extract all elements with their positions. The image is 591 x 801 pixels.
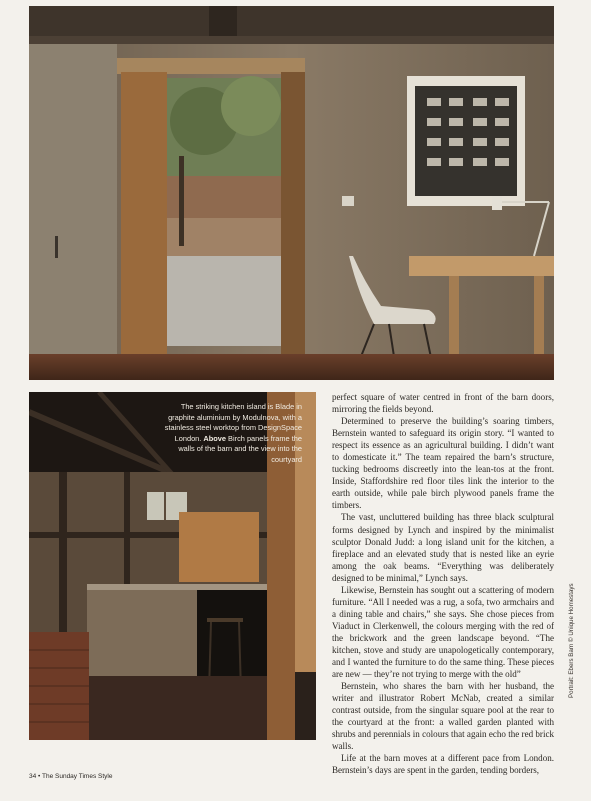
page-folio: 34 • The Sunday Times Style <box>29 773 113 780</box>
article-paragraph: perfect square of water centred in front of the barn doors, mirroring the fields beyond. <box>332 392 554 415</box>
article-paragraph: Bernstein, who shares the barn with her husband, the writer and illustrator Robert McNab, created a similar contrast outside, from the singular square pool at the rear to the courtyard at the front: a walled garden planted with shrubs and perennials in colours that again echo the red brick walls. <box>332 681 554 752</box>
image-caption <box>162 402 302 466</box>
kitchen-photo <box>29 392 316 740</box>
barn-interior-photo <box>29 6 554 380</box>
caption-bold-lead: Above <box>203 433 226 443</box>
caption-text: The striking kitchen island is Blade in graphite aluminium by Modulnova, with a stainless steel worktop from DesignSpace London. <box>164 402 302 443</box>
article-paragraph: Determined to preserve the building’s soaring timbers, Bernstein wanted to safeguard its origin story. “I wanted to respect its essence as an agricultural building. I didn’t want to domesticate it.” The team repaired the barn’s structure, tucking bedrooms discreetly into the lean-tos at the front. Inside, Staffordshire red floor tiles link the interior to the earth outside, while pale birch plywood panels frame the timbers. <box>332 416 554 511</box>
article-paragraph: Life at the barn moves at a different pace from London. Bernstein’s days are spent in the garden, tending borders, <box>332 753 554 776</box>
photo-credit: Portrait: Ebers Barn © Unique Homestays <box>568 583 575 698</box>
article-paragraph: The vast, uncluttered building has three black sculptural forms designed by Lynch and inspired by the minimalist sculptor Donald Judd: a long island unit for the kitchen, a fireplace and an elevated study that is nested like an eyrie among the oak beams. “Everything was deliberately designed to be minimal,” Lynch says. <box>332 512 554 583</box>
article-body <box>332 391 554 777</box>
article-paragraph: Likewise, Bernstein has sought out a scattering of modern furniture. “All I needed was a rug, a sofa, two armchairs and a dining table and chairs,” she says. She chose pieces from Viaduct in Clerkenwell, the colours merging with the red of the brickwork and the green landscape beyond. “The kitchen, stove and study are unapologetically contemporary, and I wanted the furniture to do the same thing. These pieces are new — they’re not trying to merge with the old” <box>332 584 554 680</box>
caption-rest: Birch panels frame the walls of the barn and the view into the courtyard <box>178 433 302 464</box>
